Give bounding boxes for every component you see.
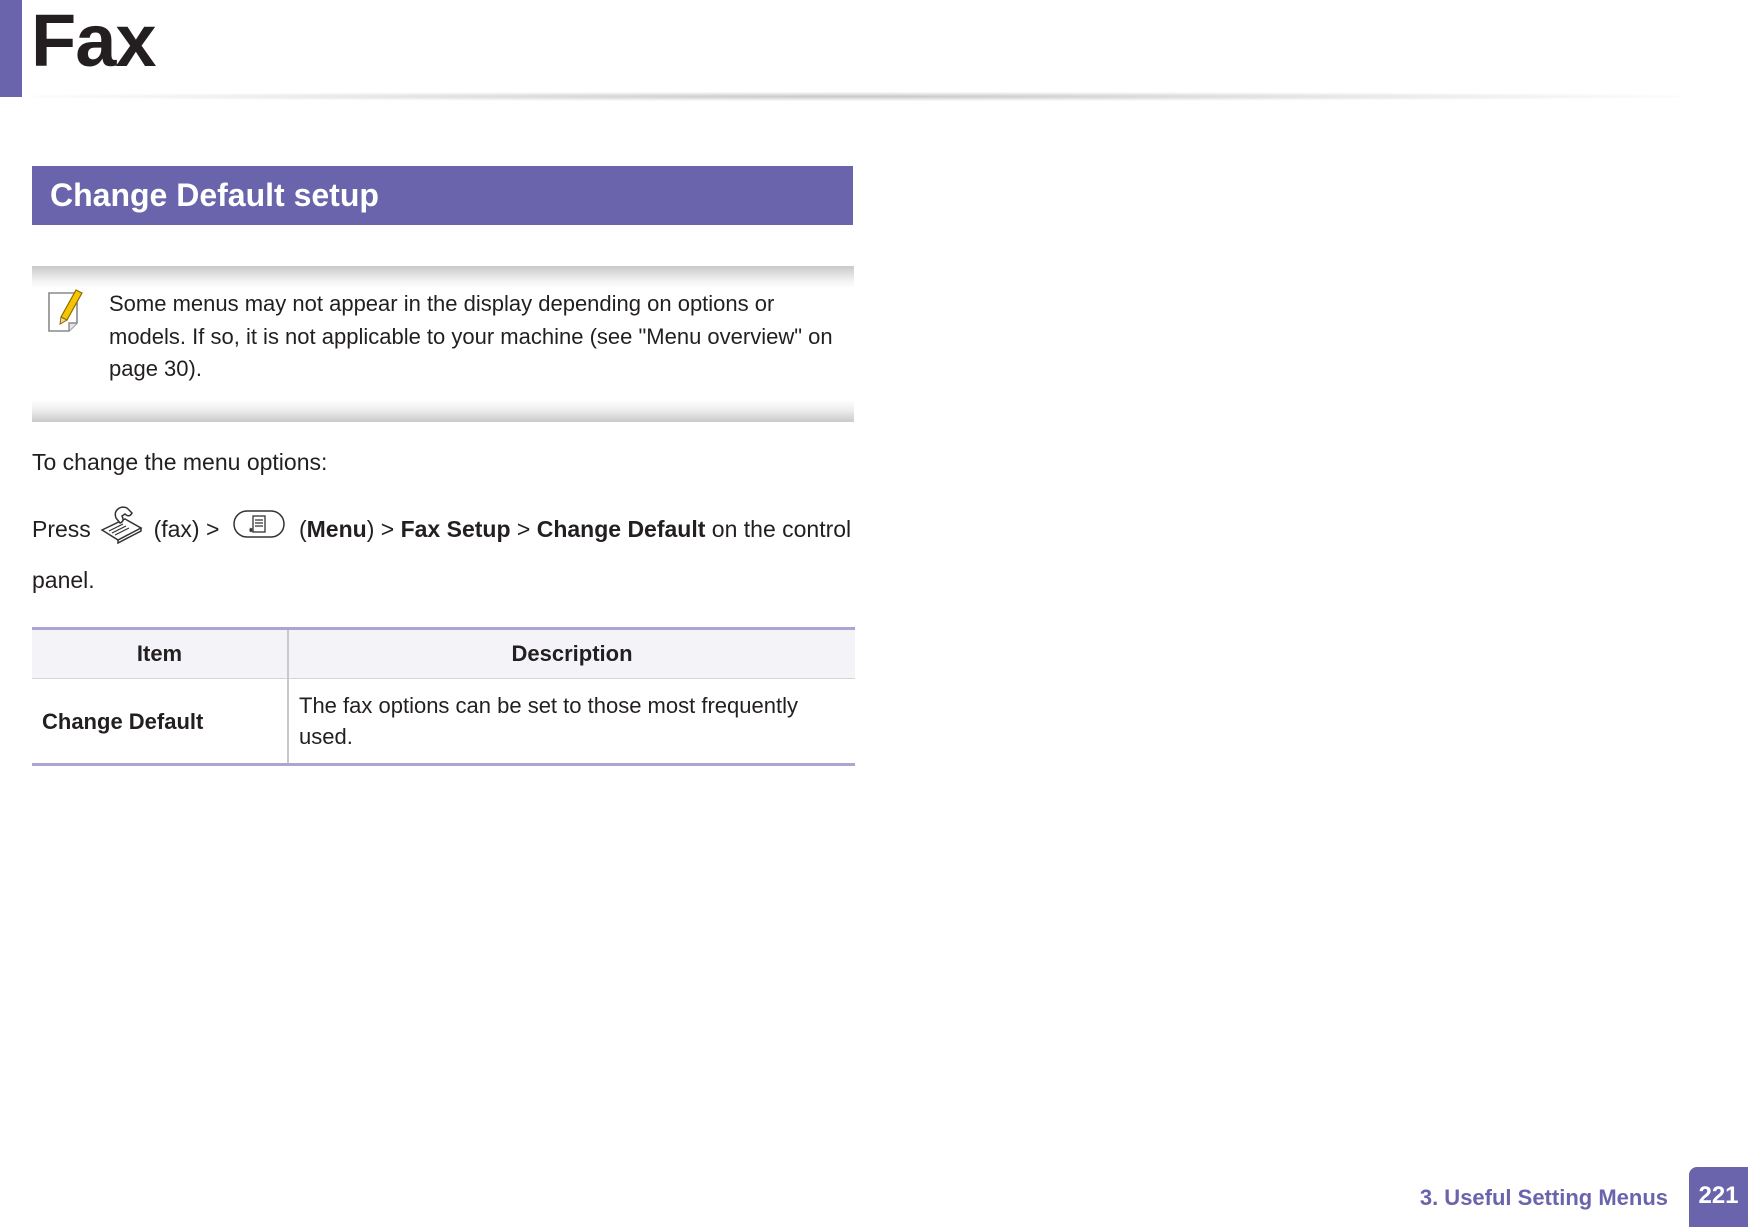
table-cell-description: The fax options can be set to those most frequently used. — [299, 693, 798, 749]
fax-label: (fax) > — [153, 516, 220, 543]
menu-button-icon — [232, 508, 286, 554]
path-separator: > — [516, 516, 531, 543]
intro-text: To change the menu options: — [32, 449, 328, 475]
options-table — [32, 627, 855, 766]
footer-section-link[interactable]: 3. Useful Setting Menus — [1419, 1185, 1668, 1210]
press-text: Press — [32, 516, 91, 543]
chapter-title: Fax — [31, 0, 156, 82]
note-bottom-border — [32, 400, 854, 422]
section-title: Change Default setup — [32, 166, 853, 225]
fax-icon — [97, 504, 147, 558]
menu-open: ( — [298, 516, 307, 543]
table-header-description: Description — [288, 629, 855, 679]
menu-label: Menu — [306, 516, 367, 543]
table-cell-item: Change Default — [32, 679, 288, 765]
table-row — [32, 679, 855, 765]
note-text: Some menus may not appear in the display depending on options or models. If so, it is not applicable to your machine (see "Menu overview" on page 30). — [109, 291, 833, 381]
instruction-suffix: on the control panel. — [32, 516, 852, 593]
note-top-border — [32, 266, 854, 288]
table-header-row — [32, 629, 855, 679]
title-divider — [30, 92, 1680, 101]
table-header-item: Item — [32, 629, 288, 679]
menu-close: ) > — [366, 516, 395, 543]
instruction-paragraph — [32, 504, 854, 602]
note-pencil-icon — [46, 287, 88, 335]
change-default-label: Change Default — [536, 516, 706, 543]
fax-setup-label: Fax Setup — [400, 516, 511, 543]
page-number-badge: 221 — [1689, 1167, 1748, 1227]
chapter-accent-bar — [0, 0, 22, 97]
